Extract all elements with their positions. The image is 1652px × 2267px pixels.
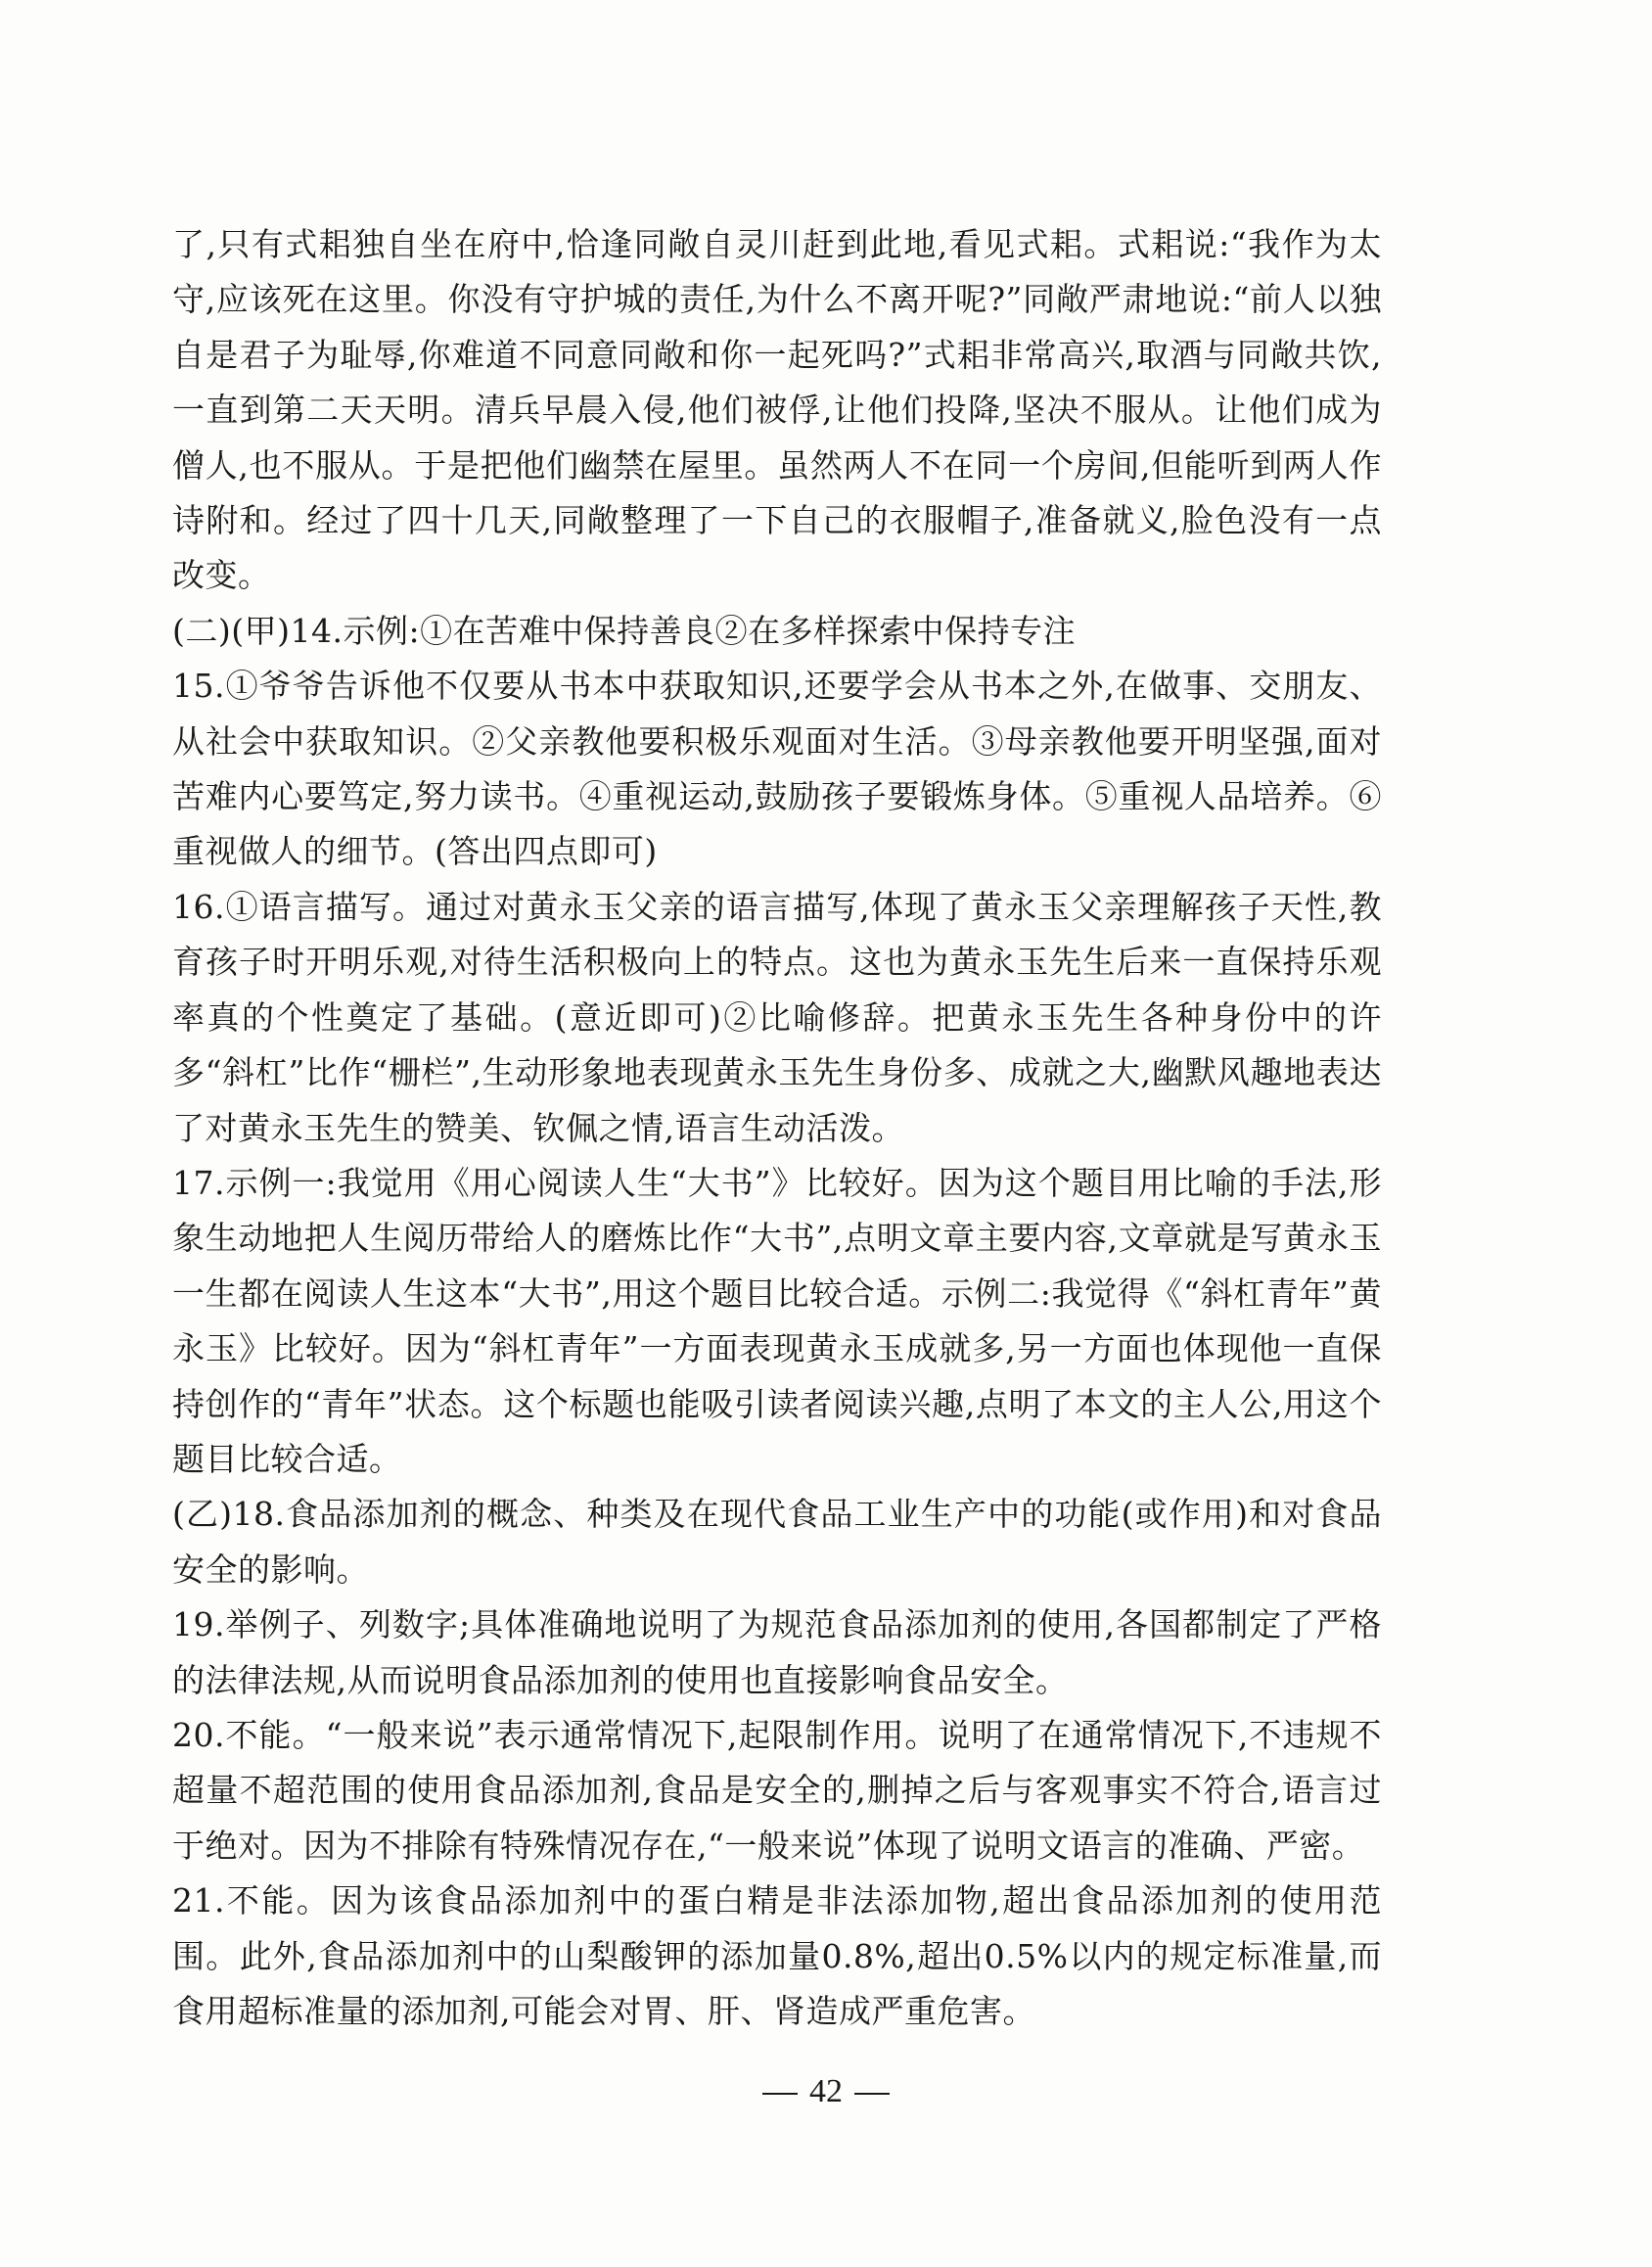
paragraph-q21: 21.不能。因为该食品添加剂中的蛋白精是非法添加物,超出食品添加剂的使用范围。此外,食品添加剂中的山梨酸钾的添加量0.8%,超出0.5%以内的规定标准量,而食用超标准量的添加剂,可能会对胃、肝、肾造成严重危害。 [172,1881,1382,2030]
paragraph-q20: 20.不能。“一般来说”表示通常情况下,起限制作用。说明了在通常情况下,不违规不超量不超范围的使用食品添加剂,食品是安全的,删掉之后与客观事实不符合,语言过于绝对。因为不排除有特殊情况存在,“一般来说”体现了说明文语言的准确、严密。 [172,1715,1382,1865]
paragraph-q18: (乙)18.食品添加剂的概念、种类及在现代食品工业生产中的功能(或作用)和对食品安全的影响。 [172,1495,1382,1589]
paragraph-q19: 19.举例子、列数字;具体准确地说明了为规范食品添加剂的使用,各国都制定了严格的法律法规,从而说明食品添加剂的使用也直接影响食品安全。 [172,1605,1382,1699]
paragraph-q17: 17.示例一:我觉用《用心阅读人生“大书”》比较好。因为这个题目用比喻的手法,形象生动地把人生阅历带给人的磨炼比作“大书”,点明文章主要内容,文章就是写黄永玉一生都在阅读人生这本“大书”,用这个题目比较合适。示例二:我觉得《“斜杠青年”黄永玉》比较好。因为“斜杠青年”一方面表现黄永玉成就多,另一方面也体现他一直保持创作的“青年”状态。这个标题也能吸引读者阅读兴趣,点明了本文的主人公,用这个题目比较合适。 [172,1163,1382,1478]
paragraph-q14: (二)(甲)14.示例:①在苦难中保持善良②在多样探索中保持专注 [172,611,1077,650]
footer-dash-right [854,2093,890,2095]
page-footer [0,2073,1652,2110]
paragraph-translation: 了,只有式耜独自坐在府中,恰逢同敞自灵川赶到此地,看见式耜。式耜说:“我作为太守,应该死在这里。你没有守护城的责任,为什么不离开呢?”同敞严肃地说:“前人以独自是君子为耻辱,你难道不同意同敞和你一起死吗?”式耜非常高兴,取酒与同敞共饮,一直到第二天天明。清兵早晨入侵,他们被俘,让他们投降,坚决不服从。让他们成为僧人,也不服从。于是把他们幽禁在屋里。虽然两人不在同一个房间,但能听到两人作诗附和。经过了四十几天,同敞整理了一下自己的衣服帽子,准备就义,脸色没有一点改变。 [172,225,1382,595]
page-number: 42 [809,2073,843,2109]
footer-dash-left [762,2093,798,2095]
answer-text-block [172,217,1382,2039]
paragraph-q16: 16.①语言描写。通过对黄永玉父亲的语言描写,体现了黄永玉父亲理解孩子天性,教育孩子时开明乐观,对待生活积极向上的特点。这也为黄永玉先生后来一直保持乐观率真的个性奠定了基础。(意近即可)②比喻修辞。把黄永玉先生各种身份中的许多“斜杠”比作“栅栏”,生动形象地表现黄永玉先生身份多、成就之大,幽默风趣地表达了对黄永玉先生的赞美、钦佩之情,语言生动活泼。 [172,887,1382,1147]
paragraph-q15: 15.①爷爷告诉他不仅要从书本中获取知识,还要学会从书本之外,在做事、交朋友、从社会中获取知识。②父亲教他要积极乐观面对生活。③母亲教他要开明坚强,面对苦难内心要笃定,努力读书。④重视运动,鼓励孩子要锻炼身体。⑤重视人品培养。⑥重视做人的细节。(答出四点即可) [172,667,1382,871]
